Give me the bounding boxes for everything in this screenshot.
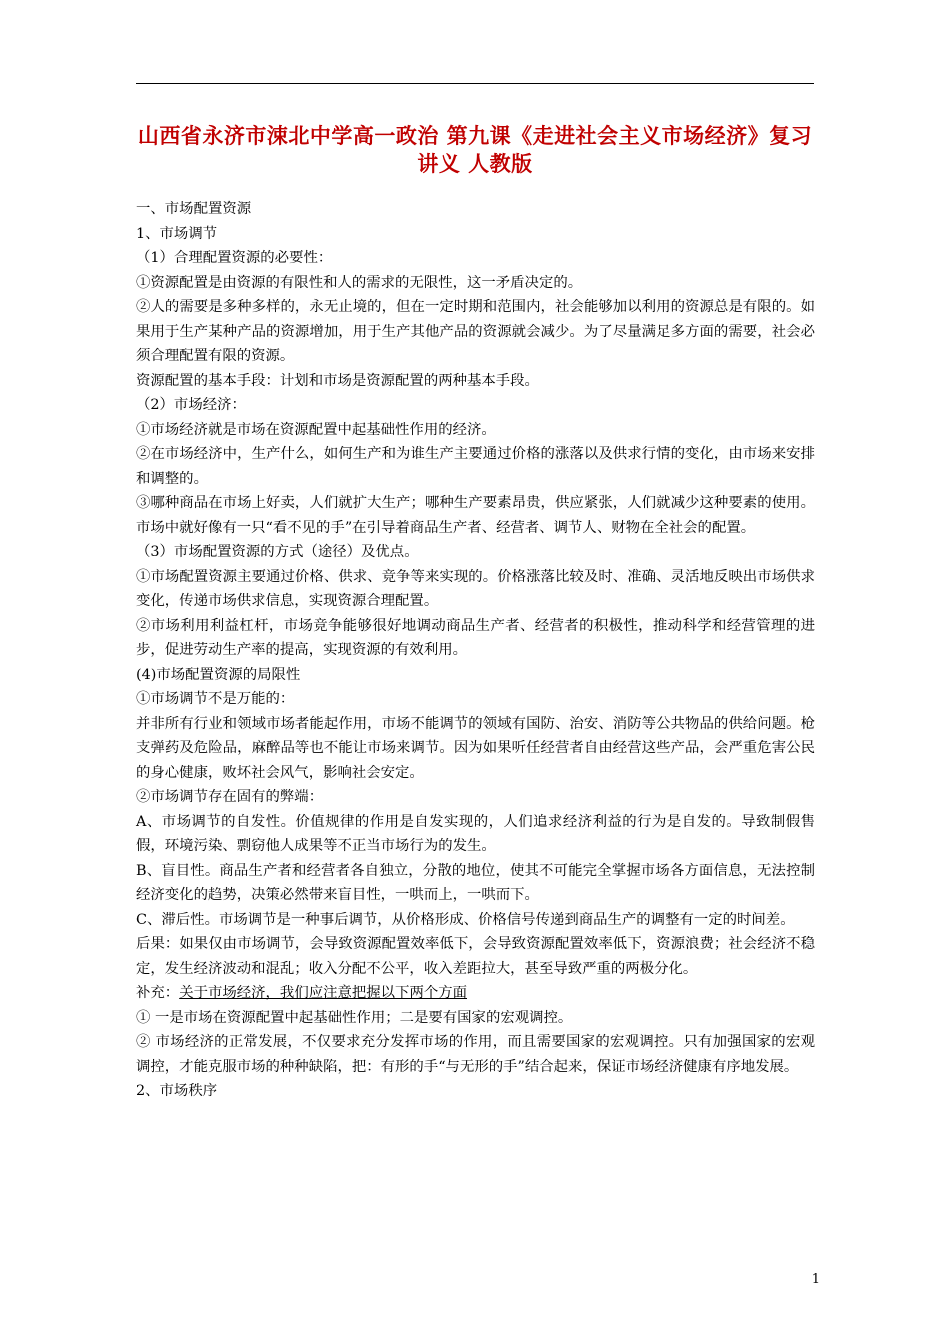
point-heading: （3）市场配置资源的方式（途径）及优点。: [136, 544, 419, 560]
page-number: 1: [811, 1272, 820, 1287]
paragraph: ①市场经济就是市场在资源配置中起基础性作用的经济。: [136, 421, 496, 438]
paragraph: B、盲目性。商品生产者和经营者各自独立，分散的地位，使其不可能完全掌握市场各方面信息，无法控制经济变化的趋势，决策必然带来盲目性，一哄而上，一哄而下。: [136, 862, 815, 903]
document-title: 山西省永济市涑北中学高一政治 第九课《走进社会主义市场经济》复习讲义 人教版: [137, 123, 813, 176]
document-body: [136, 197, 815, 1104]
paragraph: ①市场调节不是万能的：: [136, 691, 295, 707]
paragraph: ②市场调节存在固有的弊端：: [136, 789, 324, 805]
supplement-line: [136, 981, 815, 1006]
paragraph: 后果：如果仅由市场调节，会导致资源配置效率低下，会导致资源配置效率低下，资源浪费；社会经济不稳定，发生经济波动和混乱；收入分配不公平，收入差距拉大，甚至导致严重的两极分化。: [136, 936, 815, 977]
paragraph: C、滞后性。市场调节是一种事后调节，从价格形成、价格信号传递到商品生产的调整有一定的时间差。: [136, 911, 795, 928]
paragraph: ②人的需要是多种多样的，永无止境的，但在一定时期和范围内，社会能够加以利用的资源总是有限的。如果用于生产某种产品的资源增加，用于生产其他产品的资源就会减少。为了尽量满足多方面的需要，社会必须合理配置有限的资源。: [136, 299, 815, 364]
point-heading: （1）合理配置资源的必要性：: [136, 250, 333, 266]
subsection-heading: 1、市场调节: [136, 225, 218, 242]
supplement-label: 补充：: [136, 985, 180, 1001]
paragraph: A、市场调节的自发性。价值规律的作用是自发实现的，人们追求经济利益的行为是自发的。导致制假售假，环境污染、剽窃他人成果等不正当市场行为的发生。: [136, 813, 815, 854]
paragraph: 资源配置的基本手段：计划和市场是资源配置的两种基本手段。: [136, 372, 539, 389]
paragraph: ①资源配置是由资源的有限性和人的需求的无限性，这一矛盾决定的。: [136, 274, 583, 291]
paragraph: ②在市场经济中，生产什么，如何生产和为谁生产主要通过价格的涨落以及供求行情的变化，由市场来安排和调整的。: [136, 446, 815, 487]
supplement-underlined-text: 关于市场经济，我们应注意把握以下两个方面: [179, 985, 468, 1001]
paragraph: 并非所有行业和领域市场者能起作用，市场不能调节的领域有国防、治安、消防等公共物品的供给问题。枪支弹药及危险品，麻醉品等也不能让市场来调节。因为如果听任经营者自由经营这些产品，会严重危害公民的身心健康，败坏社会风气，影响社会安定。: [136, 715, 815, 781]
point-heading: (4)市场配置资源的局限性: [136, 666, 301, 683]
paragraph: ③哪种商品在市场上好卖，人们就扩大生产；哪种生产要素昂贵，供应紧张，人们就减少这种要素的使用。市场中就好像有一只“看不见的手”在引导着商品生产者、经营者、调节人、财物在全社会的配置。: [136, 495, 815, 536]
paragraph: ②市场利用利益杠杆，市场竞争能够很好地调动商品生产者、经营者的积极性，推动科学和经营管理的进步，促进劳动生产率的提高，实现资源的有效利用。: [136, 617, 815, 658]
section-heading: 一、市场配置资源: [136, 201, 252, 217]
subsection-heading: 2、市场秩序: [136, 1083, 218, 1099]
header-rule: [136, 83, 814, 84]
paragraph: ①市场配置资源主要通过价格、供求、竞争等来实现的。价格涨落比较及时、准确、灵活地反映出市场供求变化，传递市场供求信息，实现资源合理配置。: [136, 568, 815, 609]
paragraph: ② 市场经济的正常发展，不仅要求充分发挥市场的作用，而且需要国家的宏观调控。只有加强国家的宏观调控，才能克服市场的种种缺陷，把：有形的手“与无形的手”结合起来，保证市场经济健康有序地发展。: [136, 1034, 815, 1075]
point-heading: （2）市场经济：: [136, 397, 246, 413]
paragraph: ① 一是市场在资源配置中起基础性作用；二是要有国家的宏观调控。: [136, 1009, 573, 1026]
